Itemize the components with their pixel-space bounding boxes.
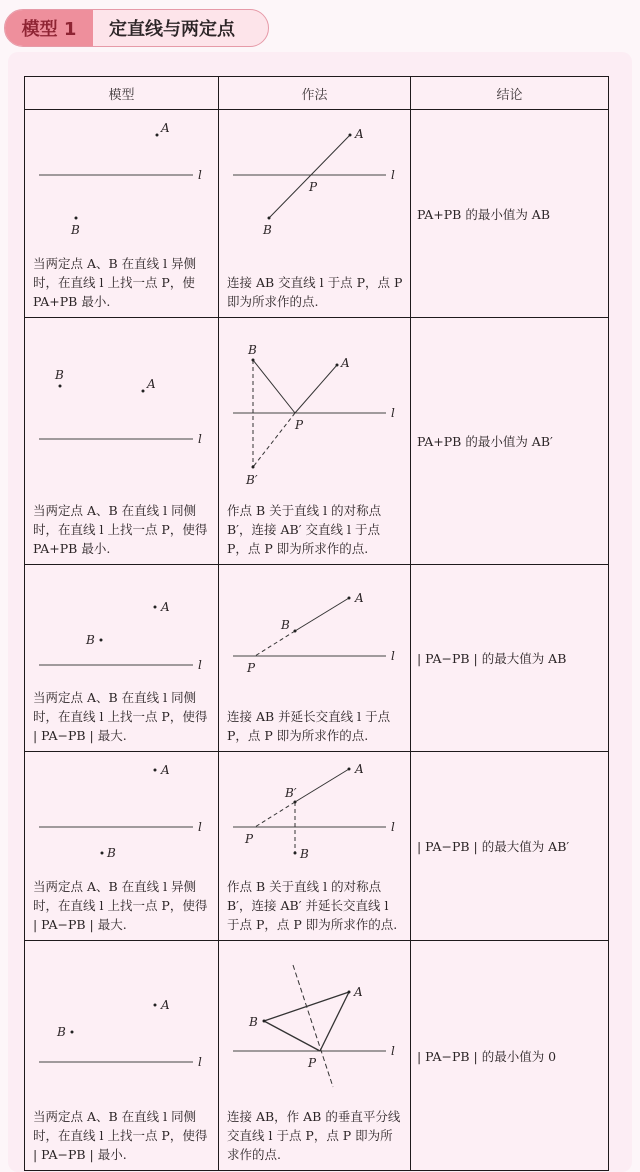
svg-text:A: A — [161, 121, 170, 135]
method-cell — [219, 110, 411, 318]
svg-text:B′: B′ — [285, 786, 297, 800]
table-row — [25, 318, 609, 565]
svg-text:l: l — [198, 432, 202, 446]
svg-text:B: B — [248, 343, 257, 357]
svg-text:A: A — [147, 377, 156, 391]
table-row — [25, 565, 609, 752]
model-table — [24, 76, 609, 1171]
section-title-pill — [4, 9, 269, 47]
method-figure — [219, 565, 410, 685]
method-cell — [219, 565, 411, 752]
table-row — [25, 110, 609, 318]
model-description: 当两定点 A、B 在直线 l 异侧时，在直线 l 上找一点 P，使 PA+PB 最小. — [33, 256, 197, 309]
column-header-model: 模型 — [25, 77, 219, 110]
method-cell — [219, 318, 411, 565]
model-description: 当两定点 A、B 在直线 l 同侧时，在直线 l 上找一点 P，使得 PA+PB 最小. — [33, 503, 208, 556]
svg-text:A: A — [355, 591, 364, 605]
method-description: 连接 AB 并延长交直线 l 于点 P，点 P 即为所求作的点. — [227, 709, 391, 743]
svg-text:A: A — [161, 998, 170, 1012]
svg-text:P: P — [308, 1056, 317, 1070]
svg-text:A: A — [341, 356, 350, 370]
method-figure — [219, 752, 410, 872]
method-description: 连接 AB，作 AB 的垂直平分线交直线 l 于点 P，点 P 即为所求作的点. — [227, 1109, 401, 1162]
conclusion-text: | PA−PB | 的最大值为 AB — [417, 651, 567, 666]
conclusion-text: PA+PB 的最小值为 AB — [417, 206, 551, 222]
model-figure — [25, 110, 218, 250]
svg-text:B: B — [263, 223, 272, 237]
svg-text:P: P — [295, 418, 304, 432]
svg-text:A: A — [354, 985, 363, 999]
svg-text:A: A — [355, 762, 364, 776]
model-cell — [25, 565, 219, 752]
svg-text:l: l — [391, 168, 395, 182]
svg-text:l: l — [391, 1044, 395, 1058]
model-cell — [25, 110, 219, 318]
model-number-tag: 模型 1 — [5, 10, 93, 46]
column-header-method: 作法 — [219, 77, 411, 110]
method-description: 作点 B 关于直线 l 的对称点 B′，连接 AB′ 并延长交直线 l 于点 P，点 P 即为所求作的点. — [227, 879, 398, 932]
svg-text:P: P — [247, 661, 256, 675]
svg-text:l: l — [198, 658, 202, 672]
conclusion-text: PA+PB 的最小值为 AB′ — [417, 434, 553, 449]
svg-text:l: l — [198, 1055, 202, 1069]
conclusion-cell — [411, 565, 609, 752]
method-description: 连接 AB 交直线 l 于点 P，点 P 即为所求作的点. — [227, 275, 403, 309]
table-row — [25, 752, 609, 941]
conclusion-text: | PA−PB | 的最小值为 0 — [417, 1048, 557, 1064]
model-description: 当两定点 A、B 在直线 l 同侧时，在直线 l 上找一点 P，使得 | PA−PB | 最大. — [33, 690, 208, 743]
method-description: 作点 B 关于直线 l 的对称点 B′，连接 AB′ 交直线 l 于点 P，点 P 即为所求作的点. — [227, 503, 382, 556]
svg-text:B: B — [57, 1025, 66, 1039]
svg-text:P: P — [309, 180, 318, 194]
model-figure — [25, 752, 218, 872]
conclusion-cell — [411, 941, 609, 1171]
conclusion-cell — [411, 318, 609, 565]
svg-text:B: B — [71, 223, 80, 237]
svg-text:l: l — [391, 406, 395, 420]
svg-text:B: B — [86, 633, 95, 647]
svg-text:B: B — [300, 847, 309, 861]
model-figure — [25, 565, 218, 685]
svg-text:l: l — [391, 820, 395, 834]
svg-text:l: l — [198, 820, 202, 834]
svg-text:B: B — [107, 846, 116, 860]
model-cell — [25, 318, 219, 565]
svg-text:A: A — [161, 600, 170, 614]
model-description: 当两定点 A、B 在直线 l 同侧时，在直线 l 上找一点 P，使得 | PA−PB | 最小. — [33, 1109, 208, 1162]
column-header-conclusion: 结论 — [411, 77, 609, 110]
svg-text:B: B — [281, 618, 290, 632]
conclusion-cell — [411, 110, 609, 318]
method-figure — [219, 110, 410, 250]
method-figure — [219, 318, 410, 498]
svg-text:A: A — [161, 763, 170, 777]
conclusion-text: | PA−PB | 的最大值为 AB′ — [417, 839, 570, 854]
model-cell — [25, 941, 219, 1171]
model-figure — [25, 318, 218, 498]
method-figure — [219, 941, 410, 1101]
svg-text:B: B — [55, 368, 64, 382]
svg-text:B′: B′ — [246, 473, 258, 487]
section-title: 定直线与两定点 — [109, 19, 235, 40]
svg-text:A: A — [355, 127, 364, 141]
model-description: 当两定点 A、B 在直线 l 异侧时，在直线 l 上找一点 P，使得 | PA−PB | 最大. — [33, 879, 208, 932]
conclusion-cell — [411, 752, 609, 941]
svg-text:l: l — [198, 168, 202, 182]
table-row — [25, 941, 609, 1171]
svg-text:B: B — [249, 1015, 258, 1029]
table-header-row — [25, 77, 609, 110]
svg-text:l: l — [391, 649, 395, 663]
model-figure — [25, 941, 218, 1101]
model-cell — [25, 752, 219, 941]
method-cell — [219, 752, 411, 941]
svg-text:P: P — [245, 832, 254, 846]
method-cell — [219, 941, 411, 1171]
